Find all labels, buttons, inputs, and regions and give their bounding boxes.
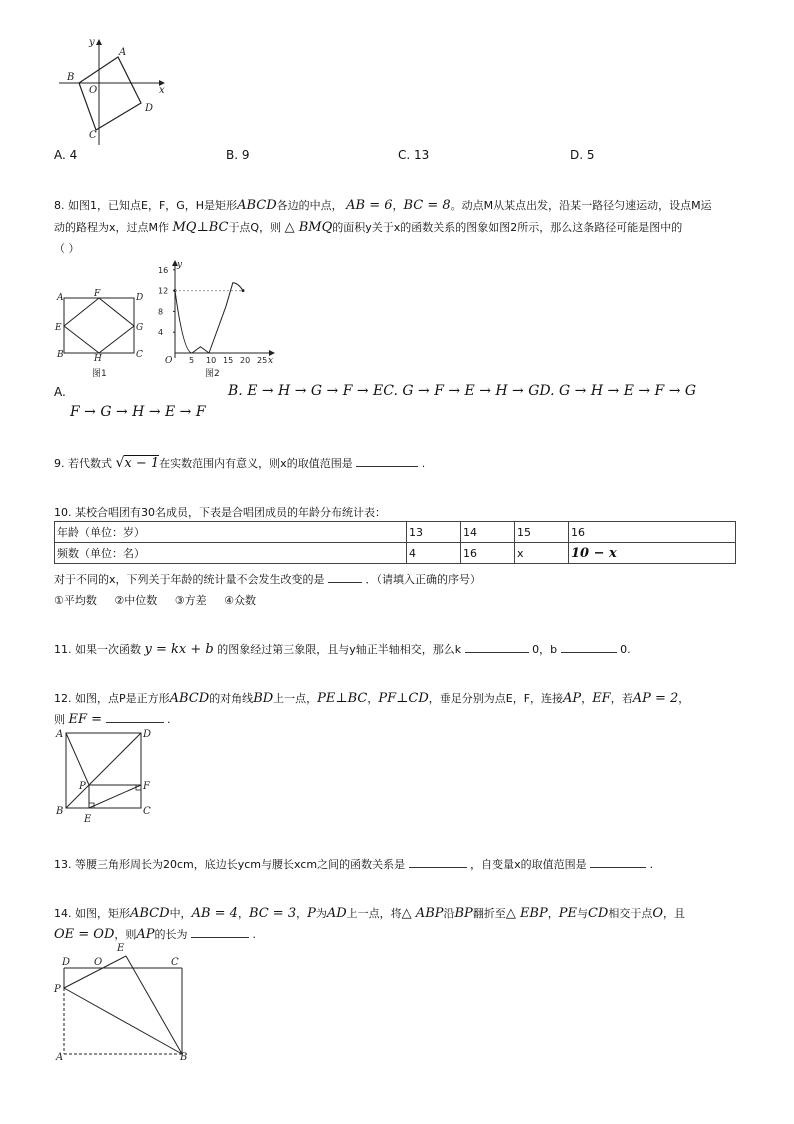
q8-fig1-d: D bbox=[136, 293, 144, 303]
q14-label-p: P bbox=[54, 984, 61, 995]
q8-figure-2-chart bbox=[155, 258, 280, 380]
q12-text1e: ，若 bbox=[610, 692, 633, 705]
q11-text1: 11. 如果一次函数 bbox=[54, 643, 141, 656]
q14-end: . bbox=[252, 928, 257, 941]
table-cell: 10 − x bbox=[569, 543, 736, 564]
y-tick-label: 8 bbox=[158, 307, 164, 317]
q12-apeq: AP = 2 bbox=[632, 691, 679, 706]
q14-tri1: △ ABP bbox=[401, 906, 444, 921]
q12-line2 bbox=[54, 711, 171, 727]
table-cell: 16 bbox=[569, 522, 736, 543]
y-tick-label: 4 bbox=[158, 328, 164, 338]
q8-text1b: 各边的中点， bbox=[276, 199, 343, 212]
q10-choice-3: ③方差 bbox=[174, 594, 207, 607]
q14-p: P bbox=[307, 906, 316, 921]
q10-question bbox=[54, 571, 481, 587]
q14-text1c: 为 bbox=[315, 907, 327, 920]
q10-table bbox=[54, 521, 736, 564]
q14-cd: CD bbox=[587, 906, 609, 921]
q8-options-bcd bbox=[228, 383, 696, 399]
q9-text1: 9. 若代数式 bbox=[54, 457, 112, 470]
q8-fig2-caption: 图2 bbox=[205, 369, 220, 379]
q14-label-o: O bbox=[94, 957, 103, 968]
q14-pe: PE bbox=[558, 906, 577, 921]
series-line bbox=[175, 283, 243, 353]
q12-text1a: 12. 如图，点P是正方形 bbox=[54, 692, 170, 705]
q14-ad: AD bbox=[326, 906, 347, 921]
q8-fig2-ylabel: y bbox=[177, 260, 183, 270]
q7-figure bbox=[55, 35, 175, 145]
q8-text1a: 8. 如图1，已知点E，F，G，H是矩形 bbox=[54, 199, 238, 212]
q11-blank-b[interactable] bbox=[561, 652, 617, 653]
q14-label-a: A bbox=[56, 1052, 64, 1063]
q11-zero2: 0. bbox=[620, 643, 631, 656]
q12-pe: PE⊥BC bbox=[317, 691, 368, 706]
q11-blank-k[interactable] bbox=[465, 652, 529, 653]
q10-blank[interactable] bbox=[328, 582, 362, 583]
q12-blank[interactable] bbox=[106, 722, 164, 723]
q8-fig1-g: G bbox=[136, 323, 144, 333]
q8-perp: MQ⊥BC bbox=[172, 220, 229, 235]
table-cell: 频数（单位：名） bbox=[55, 543, 407, 564]
q10-choices bbox=[54, 592, 256, 608]
q12-bd: BD bbox=[253, 691, 274, 706]
q9-text2: 在实数范围内有意义，则x的取值范围是 bbox=[159, 457, 353, 470]
q12-label-d: D bbox=[143, 729, 152, 740]
q14-text1h: 相交于点 bbox=[608, 907, 653, 920]
q14-label-e: E bbox=[117, 943, 125, 954]
q8-triangle: △ BMQ bbox=[284, 220, 333, 235]
q8-fig1-h: H bbox=[94, 354, 102, 364]
q8-fig1-e: E bbox=[55, 323, 62, 333]
q11-equation: y = kx + b bbox=[144, 642, 214, 657]
q12-pf: PF⊥CD bbox=[378, 691, 429, 706]
q8-rect: ABCD bbox=[237, 198, 277, 213]
q9: 9. 若代数式 √x − 1在实数范围内有意义，则x的取值范围是 . bbox=[54, 455, 426, 471]
q13 bbox=[54, 856, 653, 872]
q7-option-a: A. 4 bbox=[54, 148, 78, 162]
q8-fig1-c: C bbox=[136, 350, 143, 360]
q14-text3: 的长为 bbox=[154, 928, 188, 941]
q8-fig1-b: B bbox=[57, 350, 64, 360]
q8-text1c: 。动点M从某点出发，沿某一路径匀速运动，设点M运 bbox=[450, 199, 712, 212]
q14-rect: ABCD bbox=[130, 906, 170, 921]
q7-label-a: A bbox=[119, 47, 127, 58]
q8-fig1-caption: 图1 bbox=[92, 369, 107, 379]
q14-blank[interactable] bbox=[191, 937, 249, 938]
q14-o: O bbox=[652, 906, 664, 921]
q8-option-a-path: F → G → H → E → F bbox=[70, 404, 206, 420]
x-tick-label: 15 bbox=[223, 356, 234, 365]
q14-text1a: 14. 如图，矩形 bbox=[54, 907, 130, 920]
q7-label-b: B bbox=[67, 72, 75, 83]
q14-ab: AB = 4 bbox=[191, 906, 238, 921]
table-cell: 13 bbox=[407, 522, 461, 543]
q14-bp: BP bbox=[454, 906, 473, 921]
q12-label-c: C bbox=[143, 806, 151, 817]
q11-text2: 的图象经过第三象限，且与y轴正半轴相交，那么k bbox=[217, 643, 462, 656]
q8-option-b: B. E → H → G → F → E bbox=[228, 383, 384, 399]
q13-blank-range[interactable] bbox=[590, 867, 646, 868]
q13-end: . bbox=[649, 858, 654, 871]
q14-text2: ，则 bbox=[114, 928, 137, 941]
q7-label-x: x bbox=[159, 85, 165, 96]
q9-radicand: x − 1 bbox=[124, 456, 160, 471]
q10-text2: ．（请填入正确的序号） bbox=[365, 573, 482, 586]
table-cell: 年龄（单位：岁） bbox=[55, 522, 407, 543]
q12-label-p: P bbox=[79, 781, 86, 792]
q12-ef: EF bbox=[592, 691, 611, 706]
q8-bc: BC = 8 bbox=[403, 198, 451, 213]
y-tick-label: 12 bbox=[158, 286, 169, 296]
q12-label-e: E bbox=[84, 814, 92, 825]
y-tick-label: 16 bbox=[158, 265, 169, 275]
q11-zero1: 0，b bbox=[532, 643, 558, 656]
q12-label-a: A bbox=[56, 729, 64, 740]
table-cell: 16 bbox=[461, 543, 515, 564]
table-cell: 4 bbox=[407, 543, 461, 564]
x-tick-label: 25 bbox=[257, 356, 268, 365]
q8-fig2-xlabel: x bbox=[268, 356, 274, 366]
q12-text1d: ，垂足分别为点E，F，连接 bbox=[428, 692, 564, 705]
q14-text1d: 上一点，将 bbox=[346, 907, 402, 920]
q8-figure-1 bbox=[54, 290, 154, 380]
q12-text1c: 上一点， bbox=[273, 692, 318, 705]
q12-label-b: B bbox=[56, 806, 64, 817]
q8-text2c: 的面积y关于x的函数关系的图象如图2所示，那么这条路径可能是图中的 bbox=[332, 221, 683, 234]
q8-fig1-f: F bbox=[94, 289, 101, 299]
q7-label-y: y bbox=[89, 37, 95, 48]
q10-choice-4: ④众数 bbox=[224, 594, 256, 607]
q7-label-o: O bbox=[89, 85, 98, 96]
x-tick-label: 20 bbox=[240, 356, 251, 365]
q9-blank[interactable] bbox=[356, 466, 418, 467]
q14-tri2: △ EBP bbox=[505, 906, 548, 921]
table-cell: 15 bbox=[515, 522, 569, 543]
q7-label-c: C bbox=[89, 130, 97, 141]
q14-text1b: 中， bbox=[169, 907, 192, 920]
q7-label-d: D bbox=[145, 103, 154, 114]
q12-label-f: F bbox=[143, 781, 150, 792]
q8-text2a: 动的路程为x，过点M作 bbox=[54, 221, 169, 234]
q10-choice-2: ②中位数 bbox=[114, 594, 158, 607]
q13-text1: 13. 等腰三角形周长为20cm，底边长ycm与腰长xcm之间的函数关系是 bbox=[54, 858, 406, 871]
table-cell: x bbox=[515, 543, 569, 564]
q8-ab: AB = 6 bbox=[346, 198, 393, 213]
x-tick-label: 5 bbox=[189, 356, 195, 365]
q14-oe: OE = OD bbox=[54, 927, 115, 942]
q14-label-b: B bbox=[180, 1052, 188, 1063]
q7-option-b: B. 9 bbox=[226, 148, 250, 162]
q12-figure bbox=[54, 727, 164, 825]
q8-fig1-a: A bbox=[57, 293, 64, 303]
q8-line1: 8. 如图1，已知点E，F，G，H是矩形ABCD各边的中点， AB = 6，BC = 8。动点M从某点出发，沿某一路径匀速运动，设点M运 bbox=[54, 198, 712, 213]
q14-text1e: 沿 bbox=[443, 907, 455, 920]
q11 bbox=[54, 641, 631, 657]
table-row bbox=[55, 543, 736, 564]
q8-paren: （ ） bbox=[54, 242, 80, 255]
q7-option-c: C. 13 bbox=[398, 148, 430, 162]
q13-blank-function[interactable] bbox=[409, 867, 467, 868]
q12-line1: 12. 如图，点P是正方形ABCD的对角线BD上一点，PE⊥BC，PF⊥CD，垂足分别为点E，F，连接AP，EF，若AP = 2， bbox=[54, 691, 690, 706]
q14-text1g: 与 bbox=[576, 907, 588, 920]
data-point bbox=[242, 289, 245, 292]
q9-end: . bbox=[421, 457, 426, 470]
q14-label-c: C bbox=[171, 957, 179, 968]
q8-option-a: A. bbox=[54, 385, 66, 399]
q12-end: . bbox=[167, 713, 171, 726]
q14-text1f: 翻折至 bbox=[472, 907, 506, 920]
q12-square: ABCD bbox=[169, 691, 210, 706]
q14-label-d: D bbox=[62, 957, 71, 968]
q10-text1: 对于不同的x，下列关于年龄的统计量不会发生改变的是 bbox=[54, 573, 325, 586]
q14-text1i: ，且 bbox=[663, 907, 686, 920]
q14-apv: AP bbox=[136, 927, 155, 942]
q8-option-c: C. G → F → E → H → G bbox=[383, 383, 540, 399]
q14-bc: BC = 3 bbox=[248, 906, 297, 921]
q12-text2a: 则 bbox=[54, 713, 65, 726]
x-tick-label: 10 bbox=[206, 356, 217, 365]
q14-figure bbox=[54, 940, 199, 1062]
q10-choice-1: ①平均数 bbox=[54, 594, 97, 607]
q12-efeq: EF = bbox=[68, 712, 103, 727]
q13-text2: ，自变量x的取值范围是 bbox=[470, 858, 587, 871]
table-cell: 14 bbox=[461, 522, 515, 543]
q8-fig2-origin: O bbox=[165, 356, 173, 366]
q14-line1: 14. 如图，矩形ABCD中，AB = 4，BC = 3，P为AD上一点，将△ ABP沿BP翻折至△ EBP，PE与CD相交于点O，且 bbox=[54, 906, 686, 921]
q10-title: 10. 某校合唱团有30名成员，下表是合唱团成员的年龄分布统计表： bbox=[54, 506, 386, 519]
q7-option-d: D. 5 bbox=[570, 148, 595, 162]
q12-comma: ， bbox=[367, 692, 379, 705]
q12-text1b: 的对角线 bbox=[209, 692, 254, 705]
q8-text2b: 于点Q，则 bbox=[228, 221, 282, 234]
q8-line2 bbox=[54, 219, 682, 235]
table-row bbox=[55, 522, 736, 543]
q8-option-d: D. G → H → E → F → G bbox=[539, 383, 697, 399]
q12-ap: AP bbox=[563, 691, 582, 706]
